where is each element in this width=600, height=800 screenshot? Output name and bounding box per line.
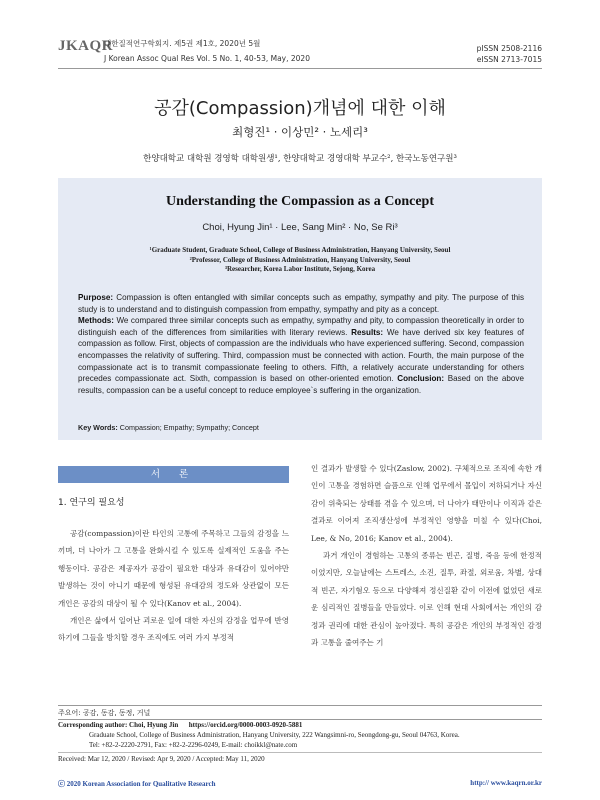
footnote-divider-2 <box>58 719 542 720</box>
results-text: We have derived six key features of compassion as follow. First, objects of compassion are the individuals who have experienced suffering. Second, compassion encompasses the relativity of suffering. Third, compassion must be connected with action. Fourth, the main purpose of the compassionate act is to transmit compassionate feeling to others. Fifth, a relatively accurate understanding for others precedes compassionate act. Sixth, compassion is based on other-oriented emotion. <box>78 327 524 384</box>
methods-text: We compared three similar concepts such as empathy, sympathy and pity, to compassion theoretically in order to distinguish each of the differences from similarities with literary reviews. <box>78 316 524 337</box>
english-affiliations <box>58 246 542 275</box>
conclusion-label: Conclusion: <box>397 374 445 384</box>
journal-citation-korean: 대한질적연구학회지. 제5권 제1호, 2020년 5월 <box>104 39 261 48</box>
journal-logo: JKAQR <box>58 38 113 54</box>
dates-divider <box>58 752 542 753</box>
results-label: Results: <box>351 327 384 337</box>
article-dates: Received: Mar 12, 2020 / Revised: Apr 9, 2020 / Accepted: May 11, 2020 <box>58 755 265 763</box>
website-link[interactable]: http:// www.kaqrn.or.kr <box>470 779 542 787</box>
journal-citation-english: J Korean Assoc Qual Res Vol. 5 No. 1, 40-53, May, 2020 <box>104 54 310 63</box>
right-column <box>311 460 542 651</box>
right-paragraph-2: 과거 개인이 경험하는 고통의 종류는 빈곤, 질병, 죽음 등에 한정적이었지만, 오늘날에는 스트레스, 소진, 질투, 좌절, 외로움, 차별, 상대적 빈곤, 자기혐오 등으로 다양해져 정신질환 같이 이전에 없었던 새로운 심리적인 질병들을 만들었다. 이로 인해 현대 사회에서는 개인의 감정과 권리에 대한 관심이 높아졌다. 특히 공감은 개인의 부정적인 감정과 고통을 줄여주는 기 <box>311 551 542 648</box>
korean-authors: 최형진¹ · 이상민² · 노세리³ <box>232 125 368 139</box>
korean-affiliations: 한양대학교 대학원 경영학 대학원생¹, 한양대학교 경영대학 부교수², 한국노동연구원³ <box>143 154 457 164</box>
section-heading-introduction: 서 론 <box>58 466 289 483</box>
left-column <box>58 525 289 647</box>
author-address: Graduate School, College of Business Administration, Hanyang University, 222 Wangsimni-ro, Seongdong-gu, Seoul 04763, Korea. <box>89 731 460 739</box>
right-paragraph-1: 인 결과가 발생할 수 있다(Zaslow, 2002). 구체적으로 조직에 속한 개인이 고통을 경험하면 슬픔으로 인해 업무에서 몰입이 저하되거나 자신감이 위축되는 상태를 겪을 수 있으며, 더 나아가 태만이나 이직과 같은 결과로 이어져 조직생산성에 부정적인 영향을 미칠 수 있다(Choi, Lee, & No, 2016; Kanov et al., 2004). <box>311 464 542 543</box>
korean-keywords: 주요어: 공감, 동감, 동정, 거널 <box>58 709 151 717</box>
copyright: ⓒ 2020 Korean Association for Qualitative Research <box>58 780 216 788</box>
affiliation-3: ³Researcher, Korea Labor Institute, Sejong, Korea <box>224 265 376 273</box>
english-authors: Choi, Hyung Jin¹ · Lee, Sang Min² · No, Se Ri³ <box>202 222 398 233</box>
corresponding-label: Corresponding author: Choi, Hyung Jin <box>58 721 179 729</box>
english-title: Understanding the Compassion as a Concept <box>166 194 434 209</box>
header-divider <box>58 68 542 69</box>
purpose-text: Compassion is often entangled with similar concepts such as empathy, sympathy and pity. The purpose of this study is to understand and to distinguish compassion from empathy, sympathy and pity as a concept. <box>78 293 524 314</box>
keywords <box>78 423 259 432</box>
abstract-text <box>78 292 524 396</box>
keywords-text: Compassion; Empathy; Sympathy; Concept <box>117 423 259 432</box>
pissn: pISSN 2508-2116 <box>476 44 542 53</box>
eissn: eISSN 2713-7015 <box>476 55 542 64</box>
left-paragraph-2: 개인은 삶에서 일어난 괴로운 일에 대한 자신의 감정을 업무에 반영하기에 그들을 방치할 경우 조직에도 여러 가지 부정적 <box>58 616 289 643</box>
purpose-label: Purpose: <box>78 293 114 302</box>
author-contact: Tel: +82-2-2220-2791, Fax: +82-2-2296-0249, E-mail: choikkl@nate.com <box>89 741 298 749</box>
left-paragraph-1: 공감(compassion)이란 타인의 고통에 주목하고 그들의 감정을 느끼며, 더 나아가 그 고통을 완화시킬 수 있도록 실제적인 도움을 주는 행동이다. 공감은 제공자가 공감이 필요한 대상과 유대감이 있어야만 발생하는 것이 아니기 때문에 형성된 유대감의 정도와 상관없이 모든 개인은 공감의 대상이 될 수 있다(Kanov et al., 2004). <box>58 529 289 608</box>
korean-title: 공감(Compassion)개념에 대한 이해 <box>154 98 446 119</box>
affiliation-2: ²Professor, College of Business Administration, Hanyang University, Seoul <box>189 255 411 264</box>
subsection-heading: 1. 연구의 필요성 <box>58 498 125 508</box>
affiliation-1: ¹Graduate Student, Graduate School, College of Business Administration, Hanyang University, Seoul <box>149 246 451 254</box>
conclusion-text: Based on the above results, compassion can be a useful concept to reduce employee`s suffering in the organization. <box>78 374 524 395</box>
corresponding-author <box>58 721 302 729</box>
keywords-label: Key Words: <box>78 423 118 432</box>
footnote-divider <box>58 705 542 706</box>
orcid-link[interactable]: https://orcid.org/0000-0003-0920-5881 <box>188 721 303 729</box>
methods-label: Methods: <box>78 316 114 326</box>
